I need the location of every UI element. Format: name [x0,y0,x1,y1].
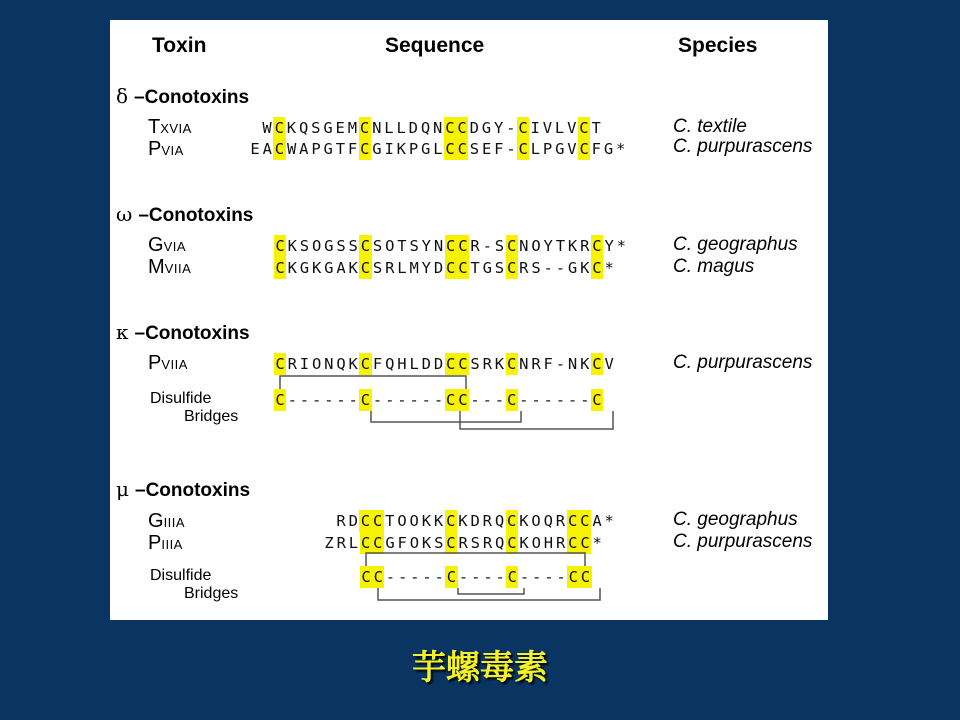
residue: G [555,140,565,158]
residue: - [556,568,566,586]
residue: - [410,568,420,586]
residue: - [519,568,530,586]
residue: - [311,391,322,409]
cysteine-residue: C [274,140,285,158]
cysteine-residue: C [506,237,517,255]
residue: K [519,534,529,552]
residue: * [592,534,602,552]
residue: - [544,568,554,586]
cysteine-residue: C [579,140,589,158]
residue: N [519,355,529,373]
residue: * [604,259,614,277]
toxin-name: MVIIA [148,256,192,278]
residue: - [555,355,566,373]
residue: S [299,237,310,255]
residue: T [335,140,346,158]
species-name: C. purpurascens [673,136,813,157]
cysteine-residue: C [446,237,456,255]
residue: Q [385,355,395,373]
residue: T [397,237,407,255]
toxin-name: PIIIA [148,532,183,554]
cysteine-residue: C [359,119,370,137]
residue: - [471,568,481,586]
residue: L [396,119,406,137]
cysteine-residue: C [458,237,468,255]
residue: S [531,259,541,277]
residue: S [311,119,321,137]
residue: S [494,237,505,255]
residue: I [384,140,394,158]
residue: - [555,391,566,409]
residue: S [469,140,480,158]
residue: I [530,119,540,137]
residue: G [481,119,492,137]
residue: M [347,119,358,137]
residue: R [531,355,541,373]
residue: - [494,391,505,409]
cysteine-residue: C [445,140,455,158]
residue: D [408,119,419,137]
species-name: C. purpurascens [673,352,813,373]
residue: - [506,140,516,158]
cysteine-residue: C [507,534,517,552]
residue: O [409,512,419,530]
residue: - [543,259,553,277]
toxin-name: PVIIA [148,352,188,374]
residue: - [433,391,444,409]
residue: N [519,237,529,255]
residue: - [422,568,432,586]
cysteine-residue: C [580,568,591,586]
residue: H [397,355,407,373]
residue: K [348,355,358,373]
residue: R [555,512,566,530]
species-name: C. geographus [673,234,798,255]
species-name: C. purpurascens [673,531,813,552]
residue: L [409,355,419,373]
residue: O [531,534,541,552]
residue: S [494,259,505,277]
residue: F [397,534,407,552]
residue: * [616,140,626,158]
residue: R [385,259,395,277]
residue: G [323,140,333,158]
residue: T [470,259,480,277]
toxin-name: TXVIA [148,116,192,138]
cysteine-residue: C [568,534,578,552]
residue: - [580,391,590,409]
residue: L [397,259,407,277]
bridge-line [458,588,524,594]
cysteine-residue: C [592,259,602,277]
disulfide-label: Disulfide Bridges [150,567,239,602]
residue: - [397,391,407,409]
cysteine-residue: C [506,259,517,277]
cysteine-residue: C [360,355,371,373]
cysteine-residue: C [373,534,383,552]
residue: R [336,534,346,552]
cysteine-residue: C [275,259,285,277]
residue: G [299,259,310,277]
residue: R [519,259,529,277]
cysteine-residue: C [446,534,456,552]
residue: K [433,512,444,530]
residue: - [495,568,505,586]
residue: O [397,512,407,530]
residue: D [470,512,480,530]
residue: - [385,568,396,586]
residue: T [555,237,566,255]
residue: - [324,391,334,409]
residue: P [542,140,553,158]
residue: K [287,237,297,255]
residue: Q [495,534,505,552]
cysteine-residue: C [446,391,456,409]
cysteine-residue: C [445,119,455,137]
residue: K [286,119,297,137]
residue: K [396,140,407,158]
residue: F [372,355,383,373]
residue: P [311,140,321,158]
residue: - [543,391,553,409]
cysteine-residue: C [457,119,467,137]
residue: L [530,140,541,158]
residue: S [372,237,383,255]
residue: Q [420,119,431,137]
residue: W [286,140,297,158]
residue: F [347,140,358,158]
residue: D [433,355,444,373]
toxin-name: PVIA [148,138,184,160]
residue: T [591,119,601,137]
residue: O [409,534,420,552]
cysteine-residue: C [446,568,457,586]
header-sequence: Sequence [385,34,485,57]
cysteine-residue: C [275,355,285,373]
residue: O [385,237,395,255]
residue: E [481,140,492,158]
family-title-kappa: κ –Conotoxins [116,320,250,344]
residue: R [580,237,590,255]
residue: N [433,119,443,137]
cysteine-residue: C [446,259,456,277]
cysteine-residue: C [446,512,456,530]
residue: R [336,512,346,530]
residue: Q [494,512,505,530]
residue: O [311,355,322,373]
residue: R [482,534,493,552]
residue: L [384,119,394,137]
residue: Q [298,119,309,137]
residue: G [421,140,431,158]
cysteine-residue: C [507,512,517,530]
residue: H [543,534,554,552]
cysteine-residue: C [592,237,602,255]
residue: V [567,140,577,158]
residue: Y [604,237,614,255]
figure-panel [110,20,828,620]
residue: G [567,259,578,277]
residue: T [385,512,395,530]
residue: - [483,568,493,586]
residue: G [324,259,334,277]
residue: K [348,259,358,277]
residue: F [591,140,602,158]
residue: - [470,391,480,409]
cysteine-residue: C [506,391,517,409]
residue: - [372,391,383,409]
residue: Y [421,237,432,255]
residue: A [592,512,602,530]
residue: G [385,534,395,552]
residue: Z [324,534,334,552]
residue: N [324,355,334,373]
residue: F [543,355,553,373]
cysteine-residue: C [360,534,371,552]
residue: S [372,259,383,277]
residue: V [542,119,553,137]
residue: - [348,391,358,409]
cysteine-residue: C [360,391,371,409]
cysteine-residue: C [507,568,518,586]
residue: - [458,568,469,586]
residue: K [494,355,505,373]
family-title-delta: δ –Conotoxins [116,84,250,108]
residue: - [482,391,492,409]
residue: - [299,391,310,409]
family-title-mu: μ –Conotoxins [116,477,251,501]
residue: D [433,259,444,277]
residue: S [470,534,481,552]
cysteine-residue: C [579,119,589,137]
residue: - [336,391,346,409]
residue: R [482,512,493,530]
residue: A [262,140,272,158]
cysteine-residue: C [518,140,528,158]
residue: K [421,512,432,530]
residue: N [567,355,578,373]
cysteine-residue: C [274,119,284,137]
species-name: C. magus [673,256,755,277]
residue: - [531,391,541,409]
residue: V [567,119,577,137]
residue: * [616,237,627,255]
residue: K [580,355,590,373]
cysteine-residue: C [373,568,383,586]
residue: R [470,237,480,255]
cysteine-residue: C [360,259,371,277]
cysteine-residue: C [506,355,517,373]
cysteine-residue: C [446,355,456,373]
residue: G [372,140,382,158]
residue: E [335,119,345,137]
cysteine-residue: C [592,355,602,373]
disulfide-bridge-lines-mu [110,20,828,620]
residue: L [348,534,359,552]
residue: E [250,140,260,158]
residue: W [262,119,272,137]
slide-caption: 芋螺毒素 [412,648,548,688]
residue: K [458,512,468,530]
residue: R [482,355,492,373]
residue: - [409,391,419,409]
residue: K [580,259,590,277]
residue: R [555,534,566,552]
residue: L [554,119,565,137]
residue: O [311,237,322,255]
residue: D [469,119,479,137]
residue: - [555,259,566,277]
residue: A [299,140,309,158]
species-name: C. geographus [673,509,798,530]
cysteine-residue: C [458,259,468,277]
residue: K [519,512,529,530]
cysteine-residue: C [567,512,578,530]
cysteine-residue: C [372,512,383,530]
bridge-line [366,553,585,566]
disulfide-label: Disulfide Bridges [150,390,239,425]
toxin-name: GVIA [148,234,187,256]
cysteine-residue: C [580,512,590,530]
cysteine-residue: C [568,568,578,586]
cysteine-residue: C [361,568,371,586]
cysteine-residue: C [360,512,371,530]
residue: Q [543,512,553,530]
residue: - [567,391,578,409]
residue: K [421,534,432,552]
residue: K [311,259,322,277]
residue: K [567,237,578,255]
residue: - [519,391,529,409]
residue: R [458,534,468,552]
residue: G [324,237,334,255]
residue: * [604,512,614,530]
residue: - [482,237,492,255]
cysteine-residue: C [275,237,285,255]
residue: - [506,119,516,137]
residue: G [482,259,492,277]
residue: Y [543,237,553,255]
family-title-omega: ω –Conotoxins [116,202,254,226]
residue: S [409,237,419,255]
residue: - [287,391,297,409]
residue: I [299,355,310,373]
residue: G [323,119,333,137]
residue: O [531,512,541,530]
residue: Q [336,355,346,373]
residue: D [348,512,358,530]
residue: S [434,534,444,552]
header-species: Species [678,34,758,57]
residue: P [408,140,419,158]
residue: - [397,568,408,586]
residue: - [421,391,432,409]
residue: M [409,259,419,277]
residue: S [336,237,346,255]
cysteine-residue: C [580,534,590,552]
residue: R [287,355,297,373]
cysteine-residue: C [275,391,285,409]
cysteine-residue: C [518,119,528,137]
residue: Y [421,259,432,277]
cysteine-residue: C [457,140,467,158]
residue: Y [493,119,504,137]
cysteine-residue: C [360,140,370,158]
cysteine-residue: C [592,391,602,409]
residue: K [287,259,297,277]
residue: D [421,355,432,373]
residue: N [433,237,444,255]
residue: - [385,391,395,409]
residue: S [348,237,358,255]
residue: O [531,237,541,255]
residue: - [532,568,542,586]
residue: A [336,259,346,277]
residue: N [372,119,382,137]
cysteine-residue: C [360,237,371,255]
residue: V [604,355,614,373]
residue: F [494,140,504,158]
species-name: C. textile [673,116,747,137]
header-toxin: Toxin [152,34,207,57]
residue: S [470,355,480,373]
cysteine-residue: C [458,391,468,409]
residue: G [603,140,614,158]
cysteine-residue: C [458,355,468,373]
residue: - [434,568,444,586]
residue: L [433,140,443,158]
toxin-name: GIIIA [148,510,186,532]
